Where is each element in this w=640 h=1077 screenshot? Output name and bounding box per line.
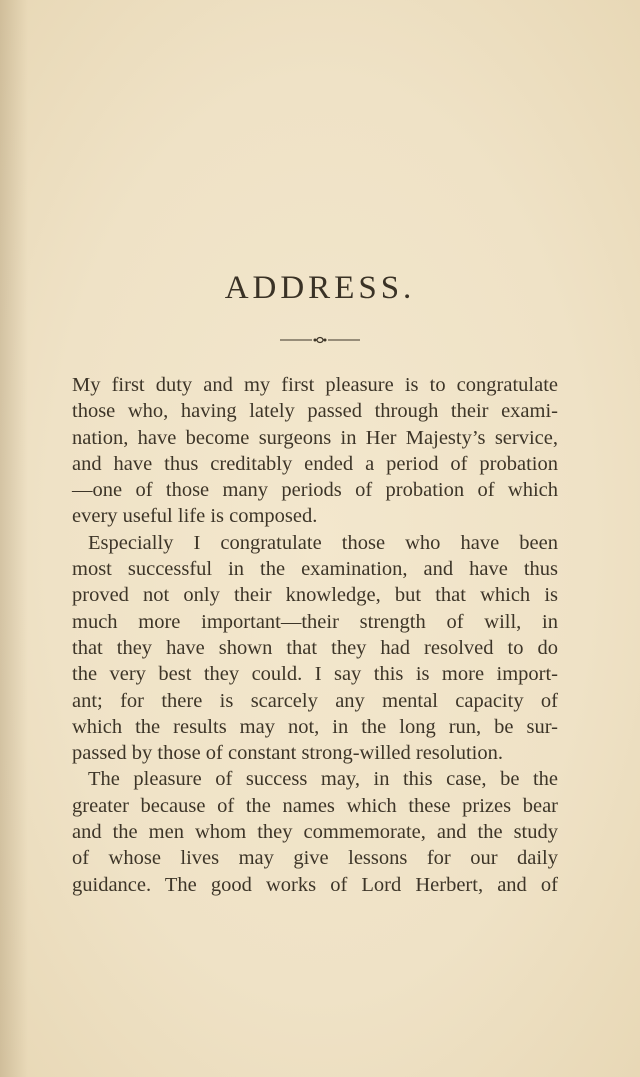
text-line: most successful in the examination, and have thus: [72, 558, 558, 581]
text-line: passed by those of constant strong-willed resolution.: [72, 742, 504, 765]
text-line: the very best they could. I say this is more import-: [72, 663, 558, 686]
text-line: of whose lives may give lessons for our daily: [72, 847, 558, 870]
text-line: proved not only their knowledge, but that which is: [72, 584, 558, 607]
text-line: guidance. The good works of Lord Herbert, and of: [72, 873, 558, 896]
text-line: My first duty and my first pleasure is to congratulate: [72, 374, 558, 396]
text-line: and the men whom they commemorate, and the study: [72, 821, 558, 844]
text-line: The pleasure of success may, in this case, be the: [88, 768, 558, 791]
text-line: ant; for there is scarcely any mental capacity of: [72, 689, 558, 712]
text-line: and have thus creditably ended a period of probation: [72, 452, 558, 475]
text-line: greater because of the names which these prizes bear: [72, 794, 558, 817]
text-line: those who, having lately passed through their exami-: [72, 400, 558, 423]
text-line: that they have shown that they had resolved to do: [72, 636, 558, 659]
body-text: [72, 372, 558, 898]
text-line: Especially I congratulate those who have been: [88, 531, 558, 554]
text-line: every useful life is composed.: [72, 505, 318, 528]
page-heading: ADDRESS.: [224, 270, 416, 306]
ornament-divider-icon: [280, 333, 360, 347]
text-line: which the results may not, in the long run, be sur-: [72, 715, 558, 738]
text-line: nation, have become surgeons in Her Majesty’s service,: [72, 426, 558, 449]
text-line: —one of those many periods of probation of which: [72, 479, 558, 502]
text-line: much more important—their strength of will, in: [72, 610, 558, 633]
